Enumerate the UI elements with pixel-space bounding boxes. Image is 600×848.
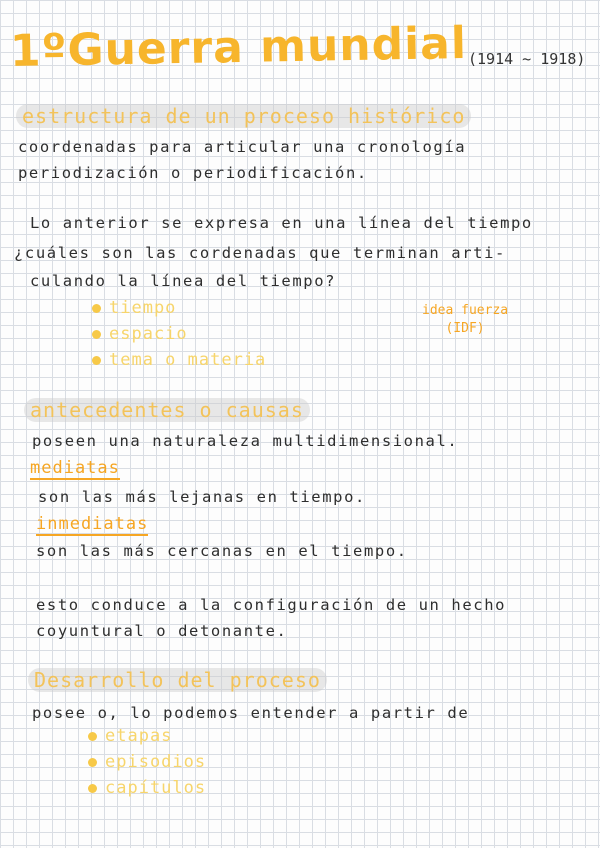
page-title: 1ºGuerra mundial (9, 18, 468, 77)
date-range: (1914 ~ 1918) (468, 50, 586, 68)
text-line: coyuntural o detonante. (36, 622, 288, 640)
bullet-dot-icon (92, 304, 101, 313)
text-line: son las más cercanas en el tiempo. (36, 542, 408, 560)
section-heading-structure: estructura de un proceso histórico (16, 104, 471, 128)
idf-note (422, 302, 508, 338)
list-item: tiempo (92, 298, 176, 318)
list-item: etapas (88, 726, 172, 746)
idf-label: idea fuerza (422, 303, 509, 318)
subheading-mediatas: mediatas (30, 458, 120, 478)
text-line: poseen una naturaleza multidimensional. (32, 432, 459, 450)
section-heading-development: Desarrollo del proceso (28, 668, 327, 692)
text-line: ¿cuáles son las cordenadas que terminan arti- (14, 244, 506, 262)
text-line: esto conduce a la configuración de un hecho (36, 596, 507, 614)
text-line: periodización o periodificación. (18, 164, 368, 182)
bullet-dot-icon (92, 356, 101, 365)
list-item: capítulos (88, 778, 206, 798)
text-line: culando la línea del tiempo? (30, 272, 337, 290)
subheading-inmediatas: inmediatas (36, 514, 149, 534)
bullet-dot-icon (88, 758, 97, 767)
idf-abbrev: (IDF) (445, 321, 485, 336)
text-line: posee o, lo podemos entender a partir de (32, 704, 470, 722)
bullet-dot-icon (88, 784, 97, 793)
list-item: tema o materia (92, 350, 266, 370)
list-item: episodios (88, 752, 206, 772)
text-line: Lo anterior se expresa en una línea del tiempo (30, 214, 533, 232)
text-line: coordenadas para articular una cronología (18, 138, 467, 156)
list-item: espacio (92, 324, 188, 344)
bullet-dot-icon (88, 732, 97, 741)
section-heading-causes: antecedentes o causas (24, 398, 310, 422)
text-line: son las más lejanas en tiempo. (38, 488, 366, 506)
bullet-dot-icon (92, 330, 101, 339)
